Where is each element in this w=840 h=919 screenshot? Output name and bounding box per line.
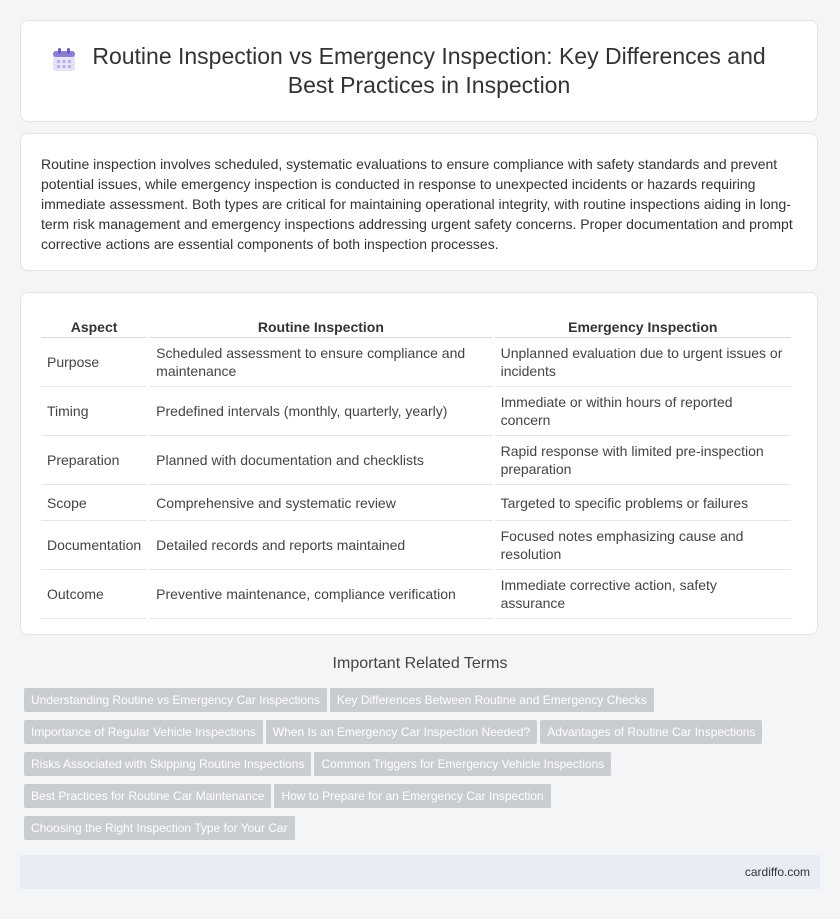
related-terms-title: Important Related Terms [332,655,508,672]
intro-card [20,133,818,271]
comparison-card [20,292,818,635]
related-term-tag[interactable]: Best Practices for Routine Car Maintenance [24,784,271,808]
cell-aspect: Scope [41,485,147,521]
related-term-tag[interactable]: When Is an Emergency Car Inspection Needed? [266,720,537,744]
column-header-routine: Routine Inspection [150,315,491,338]
cell-aspect: Timing [41,387,147,436]
column-header-aspect: Aspect [41,315,147,338]
cell-routine: Preventive maintenance, compliance verification [150,570,491,619]
cell-aspect: Outcome [41,570,147,619]
table-header-row [41,315,791,338]
cell-routine: Planned with documentation and checklists [150,436,491,485]
cell-aspect: Preparation [41,436,147,485]
cell-aspect: Purpose [41,338,147,387]
related-term-tag[interactable]: Importance of Regular Vehicle Inspections [24,720,263,744]
table-row [41,485,791,521]
table-row [41,387,791,436]
cell-emergency: Unplanned evaluation due to urgent issues or incidents [495,338,791,387]
related-term-tag[interactable]: Common Triggers for Emergency Vehicle Inspections [314,752,611,776]
related-term-tag[interactable]: Key Differences Between Routine and Emergency Checks [330,688,654,712]
cell-aspect: Documentation [41,521,147,570]
table-row [41,521,791,570]
related-term-tag[interactable]: Risks Associated with Skipping Routine Inspections [24,752,311,776]
table-row [41,570,791,619]
related-term-tag[interactable]: Choosing the Right Inspection Type for Your Car [24,816,295,840]
table-row [41,436,791,485]
header-card [20,20,818,122]
related-term-tag[interactable]: Understanding Routine vs Emergency Car Inspections [24,688,327,712]
related-term-tag[interactable]: Advantages of Routine Car Inspections [540,720,762,744]
column-header-emergency: Emergency Inspection [495,315,791,338]
cell-routine: Detailed records and reports maintained [150,521,491,570]
page-title: Routine Inspection vs Emergency Inspection: Key Differences and Best Practices in Inspection [92,43,766,98]
cell-routine: Comprehensive and systematic review [150,485,491,521]
cell-emergency: Focused notes emphasizing cause and resolution [495,521,791,570]
cell-emergency: Immediate corrective action, safety assurance [495,570,791,619]
cell-emergency: Targeted to specific problems or failures [495,485,791,521]
comparison-table [38,315,794,619]
site-name[interactable]: cardiffo.com [744,865,810,879]
cell-emergency: Immediate or within hours of reported concern [495,387,791,436]
cell-routine: Predefined intervals (monthly, quarterly, yearly) [150,387,491,436]
cell-emergency: Rapid response with limited pre-inspection preparation [495,436,791,485]
calendar-icon [51,47,77,73]
intro-paragraph: Routine inspection involves scheduled, systematic evaluations to ensure compliance with safety standards and prevent potential issues, while emergency inspection is conducted in response to unexpected incidents or hazards requiring immediate assessment. Both types are critical for maintaining operational integrity, with routine inspections aiding in long-term risk management and emergency inspections addressing urgent safety concerns. Proper documentation and prompt corrective actions are essential components of both inspection processes. [41,156,793,252]
cell-routine: Scheduled assessment to ensure compliance and maintenance [150,338,491,387]
table-row [41,338,791,387]
related-term-tag[interactable]: How to Prepare for an Emergency Car Inspection [274,784,550,808]
footer [20,855,820,889]
related-terms-list [24,688,814,848]
